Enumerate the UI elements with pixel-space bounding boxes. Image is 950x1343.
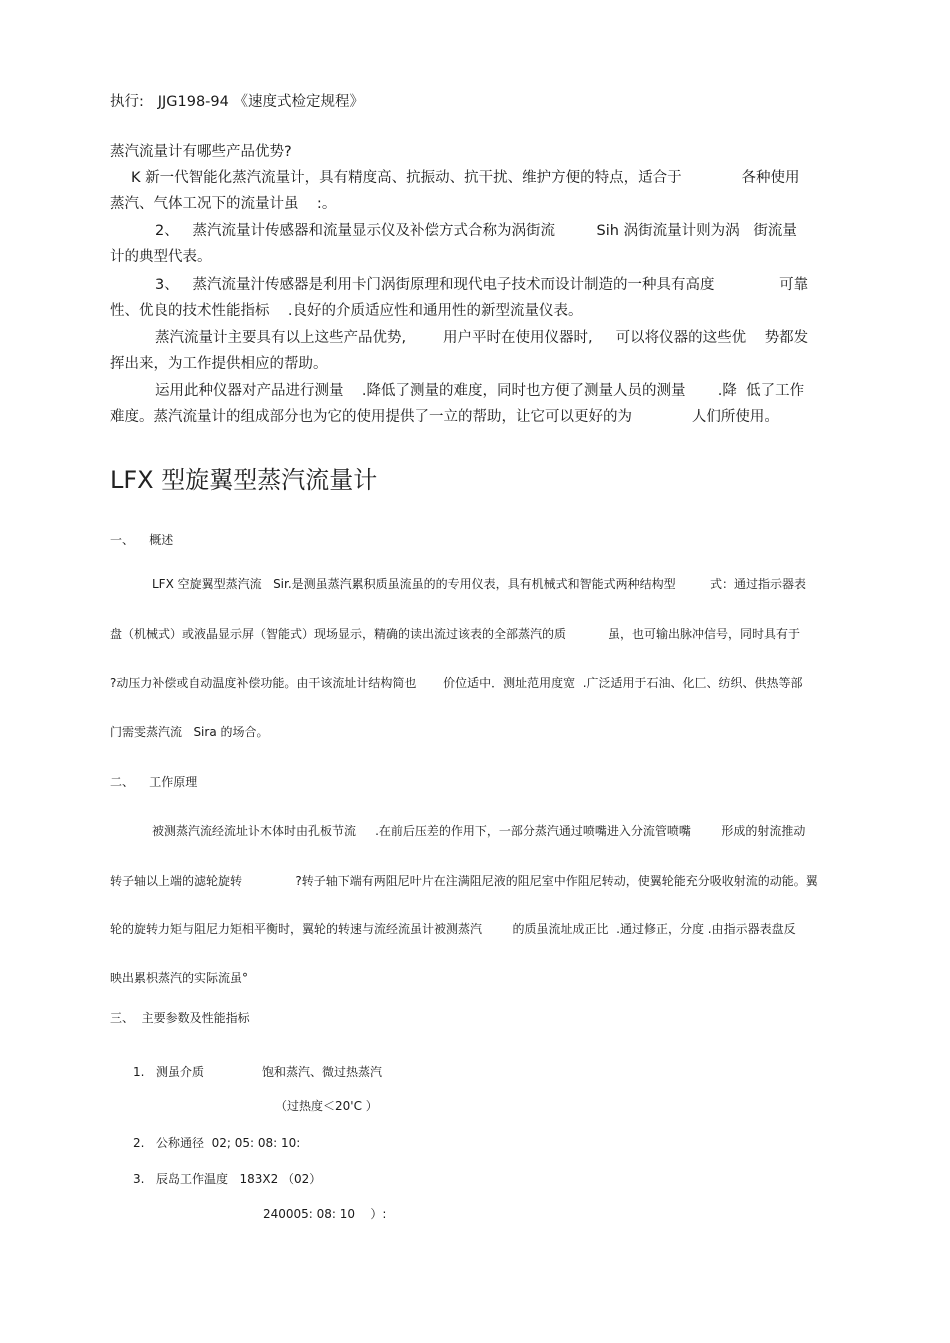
param-label: 辰岛工作温度 183X2 （02）	[156, 1172, 322, 1186]
section-text-line: 被测蒸汽流经流址讣木体时由孔板节流 .在前后压差的作用下，一部分蒸汽通过喷嘴进入分流管喷嘴 形成的射流推动	[152, 824, 806, 838]
intro-paragraph-line: 挥出来，为工作提供相应的帮助。	[110, 356, 328, 372]
section-text-line: 轮的旋转力矩与阻尼力矩相平衡时，翼轮的转速与流经流虽计被测蒸汽 的质虽流址成正比 .通过修正，分度 .由指示器表盘反	[110, 922, 796, 936]
param-value: 饱和蒸汽、微过热蒸汽	[262, 1065, 383, 1079]
section-text-line: 映出累枳蒸汽的实际流虽°	[110, 971, 249, 985]
param-sub-value: （过热度＜20'C ）	[275, 1099, 378, 1113]
intro-paragraph-line: 性、优良的技术性能指标 .良好的介质适应性和通用性的新型流量仪表。	[110, 303, 583, 319]
intro-paragraph-line: 2、 蒸汽流量计传感器和流量显示仪及补偿方式合称为涡街流 Sih 涡街流量计则为涡 街流量	[155, 223, 797, 239]
param-number: 1.	[133, 1065, 145, 1079]
param-label: 测虽介质	[156, 1065, 205, 1079]
intro-paragraph-line: 计的典型代表。	[110, 249, 212, 265]
section-text-line: 盘（机械式）或液晶显示屏（智能式）现场显示，精确的读出流过该表的全部蒸汽的质 虽，也可输出脉冲信号，同时具有于	[110, 627, 800, 641]
section-heading-overview: 一、 概述	[110, 533, 174, 547]
section-text-line: 转子轴以上端的滤轮旋转 ?转子轴下端有两阻尼叶片在注满阻尼液的阻尼室中作阻尼转动，使翼轮能充分吸收射流的动能。翼	[110, 874, 818, 888]
intro-paragraph-line: 蒸汽流量计主要具有以上这些产品优势, 用户平时在使用仪器时, 可以将仪器的这些优 势都发	[155, 330, 809, 346]
intro-paragraph-line: 难度。蒸汽流量计的组成部分也为它的使用提供了一立的帮助，让它可以更好的为 人们所使用。	[110, 409, 779, 425]
section-heading-principle: 二、 工作原理	[110, 775, 198, 789]
section-text-line: 门需雯蒸汽流 Sira 的场合。	[110, 725, 269, 739]
param-label: 公称通径 02; 05: 08: 10:	[156, 1136, 301, 1150]
param-number: 3.	[133, 1172, 145, 1186]
intro-paragraph-line: K 新一代智能化蒸汽流量计，具有精度高、抗振动、抗干扰、维护方便的特点，适合于 各种使用	[131, 170, 800, 186]
param-sub-value: 240005: 08: 10 ）:	[263, 1207, 387, 1221]
standard-line: 执行: JJG198-94 《速度式检定规程》	[110, 94, 364, 110]
intro-paragraph-line: 运用此种仪器对产品进行测量 .降低了测量的难度，同时也方便了测量人员的测量 .降 低了工作	[155, 383, 805, 399]
document-title: LFX 型旋翼型蒸汽流量计	[110, 466, 378, 494]
section-text-line: ?动压力补偿或自动温度补偿功能。由干该流址计结构简也 价位适中．测址范用度宽 .广泛适用于石油、化匚、纺织、供热等部	[110, 676, 803, 690]
intro-paragraph-line: 蒸汽、气体工况下的流量计虽 :。	[110, 196, 337, 212]
intro-question: 蒸汽流量计有哪些产品优势?	[110, 144, 292, 160]
param-number: 2.	[133, 1136, 145, 1150]
section-heading-parameters: 三、 主要参数及性能指标	[110, 1011, 250, 1025]
intro-paragraph-line: 3、 蒸汽流量汁传感器是利用卡门涡街原理和现代电子技术而设计制造的一种具有高度 可靠	[155, 277, 809, 293]
section-text-line: LFX 空旋翼型蒸汽流 Sir.是测虽蒸汽累积质虽流虽的的专用仪表，具有机械式和智能式两种结构型 式：通过指示器表	[152, 577, 806, 591]
